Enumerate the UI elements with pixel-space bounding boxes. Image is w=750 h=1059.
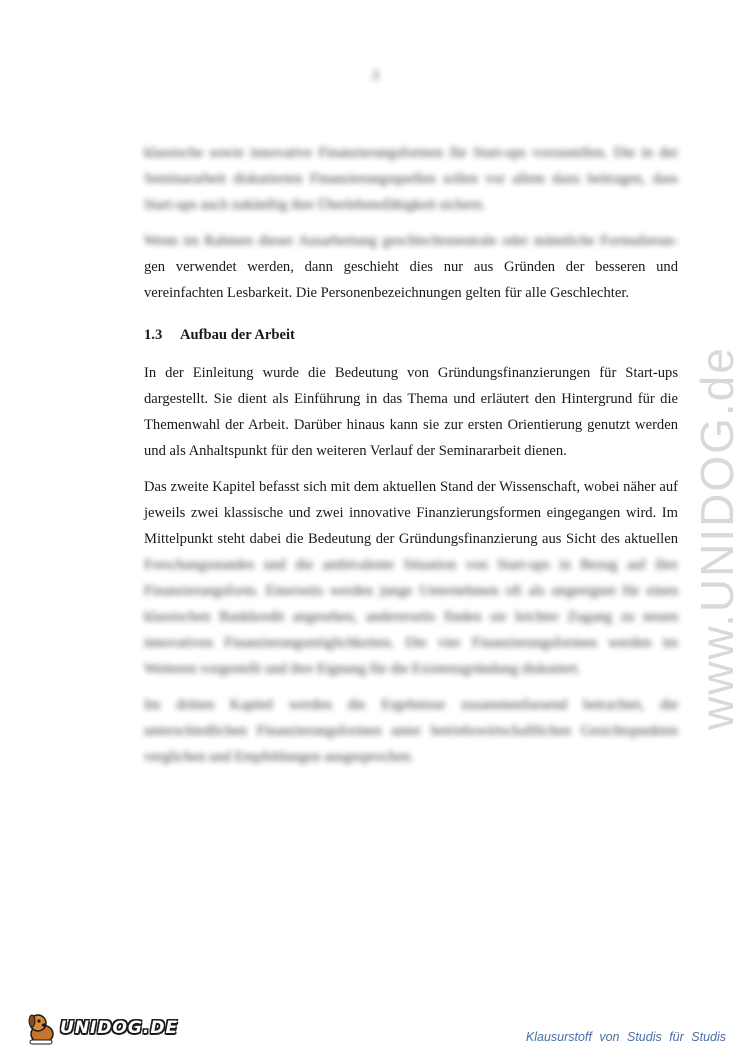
document-body — [144, 140, 678, 780]
blurred-line: Wenn im Rahmen dieser Ausarbeitung geschlechtsneutrale oder männliche Formulierun- — [144, 233, 678, 249]
section-title: Aufbau der Arbeit — [180, 327, 295, 343]
visible-text: gen verwendet werden, dann geschieht dies nur aus Gründen der besseren und vereinfachten Lesbarkeit. Die Personenbezeichnungen gelten für alle Geschlechter. — [144, 259, 678, 301]
watermark: www.UNIDOG.de — [691, 346, 743, 730]
logo-text: UNIDOG.DE — [60, 1018, 179, 1038]
section-heading — [144, 322, 678, 348]
paragraph-introduction-summary: In der Einleitung wurde die Bedeutung von Gründungsfinanzierungen für Start-ups dargestellt. Sie dient als Einführung in das Thema und erläutert den Hintergrund für die Themenwahl der Arbeit. Darüber hinaus kann sie zur ersten Orientierung genutzt werden und als Anhaltspunkt für den weiteren Verlauf der Seminararbeit dienen. — [144, 365, 678, 459]
paragraph-intro-end: klassische sowie innovative Finanzierungsformen für Start-ups vorzustellen. Die in der Seminararbeit diskutierten Finanzierungsquellen sollen vor allem dazu beitragen, dass Start-ups auch zukünftig ihre Überlebensfähigkeit sichern. — [144, 145, 678, 213]
paragraph-chapter-two — [144, 474, 678, 682]
paragraph-gender-note — [144, 228, 678, 306]
unidog-logo[interactable] — [24, 1008, 184, 1048]
visible-text: Das zweite Kapitel befasst sich mit dem aktuellen Stand der Wissenschaft, wobei näher auf jeweils zwei klassische und zwei innovative Finanzierungsformen eingegangen wird. Im Mittelpunkt steht dabei die Bedeutung der Gründungsfinanzierung aus Sicht des aktuellen — [144, 479, 678, 547]
section-number: 1.3 — [144, 327, 163, 343]
dog-icon — [24, 1008, 64, 1048]
paragraph-chapter-three: Im dritten Kapitel werden die Ergebnisse zusammenfassend betrachtet, die unterschiedlichen Finanzierungsformen unter betriebswirtschaftlichen Gesichtspunkten verglichen und Empfehlungen ausgesprochen. — [144, 697, 678, 765]
blurred-text: Forschungsstandes und die ambivalente Situation von Start-ups in Bezug auf ihre Finanzierungsform. Einerseits werden junge Unternehmen oft als ungeeignet für einen klassischen Bankkredit angesehen, andererseits finden sie leichter Zugang zu neuen innovativen Finanzierungsmöglichkeiten. Die vier Finanzierungsformen werden im Weiteren vorgestellt und ihre Eignung für die Existenzgründung diskutiert. — [144, 557, 678, 677]
footer-tagline: Klausurstoff von Studis für Studis — [525, 1030, 726, 1044]
page-number: 3 — [371, 68, 379, 84]
